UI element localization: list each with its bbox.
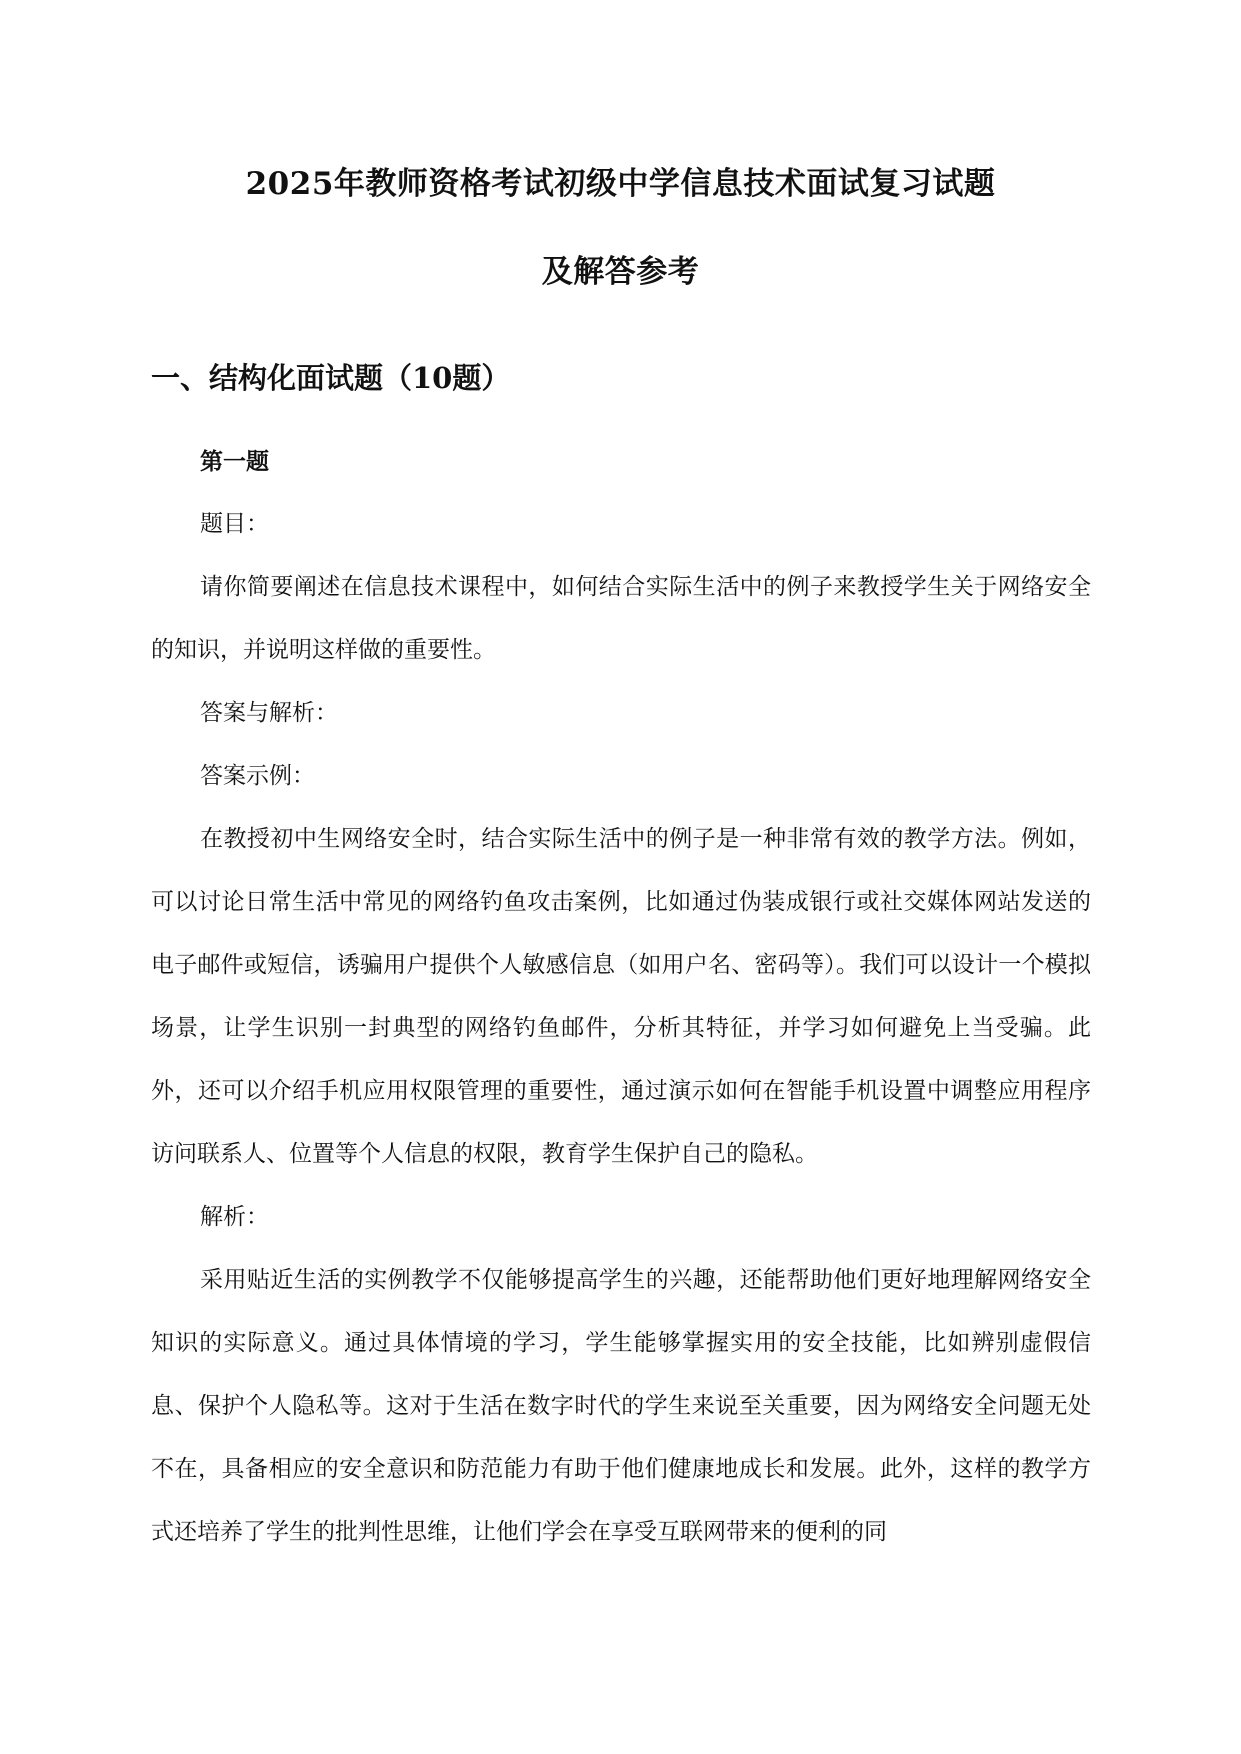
question-text: 请你简要阐述在信息技术课程中，如何结合实际生活中的例子来教授学生关于网络安全的知识，并说明这样做的重要性。 [151, 574, 1091, 663]
document-title-line-1: 2025年教师资格考试初级中学信息技术面试复习试题 [245, 166, 996, 202]
analysis-label: 解析： [200, 1204, 269, 1230]
document-title-line-2: 及解答参考 [541, 254, 700, 290]
example-label: 答案示例： [200, 763, 315, 789]
topic-label: 题目： [200, 511, 269, 537]
question-heading: 第一题 [200, 448, 269, 475]
answer-label: 答案与解析： [200, 700, 338, 726]
analysis-paragraph: 采用贴近生活的实例教学不仅能够提高学生的兴趣，还能帮助他们更好地理解网络安全知识的实际意义。通过具体情境的学习，学生能够掌握实用的安全技能，比如辨别虚假信息、保护个人隐私等。这对于生活在数字时代的学生来说至关重要，因为网络安全问题无处不在，具备相应的安全意识和防范能力有助于他们健康地成长和发展。此外，这样的教学方式还培养了学生的批判性思维，让他们学会在享受互联网带来的便利的同 [151, 1267, 1091, 1545]
answer-paragraph: 在教授初中生网络安全时，结合实际生活中的例子是一种非常有效的教学方法。例如，可以讨论日常生活中常见的网络钓鱼攻击案例，比如通过伪装成银行或社交媒体网站发送的电子邮件或短信，诱骗用户提供个人敏感信息（如用户名、密码等）。我们可以设计一个模拟场景，让学生识别一封典型的网络钓鱼邮件，分析其特征，并学习如何避免上当受骗。此外，还可以介绍手机应用权限管理的重要性，通过演示如何在智能手机设置中调整应用程序访问联系人、位置等个人信息的权限，教育学生保护自己的隐私。 [151, 826, 1091, 1167]
section-heading: 一、结构化面试题（10题） [151, 361, 511, 395]
